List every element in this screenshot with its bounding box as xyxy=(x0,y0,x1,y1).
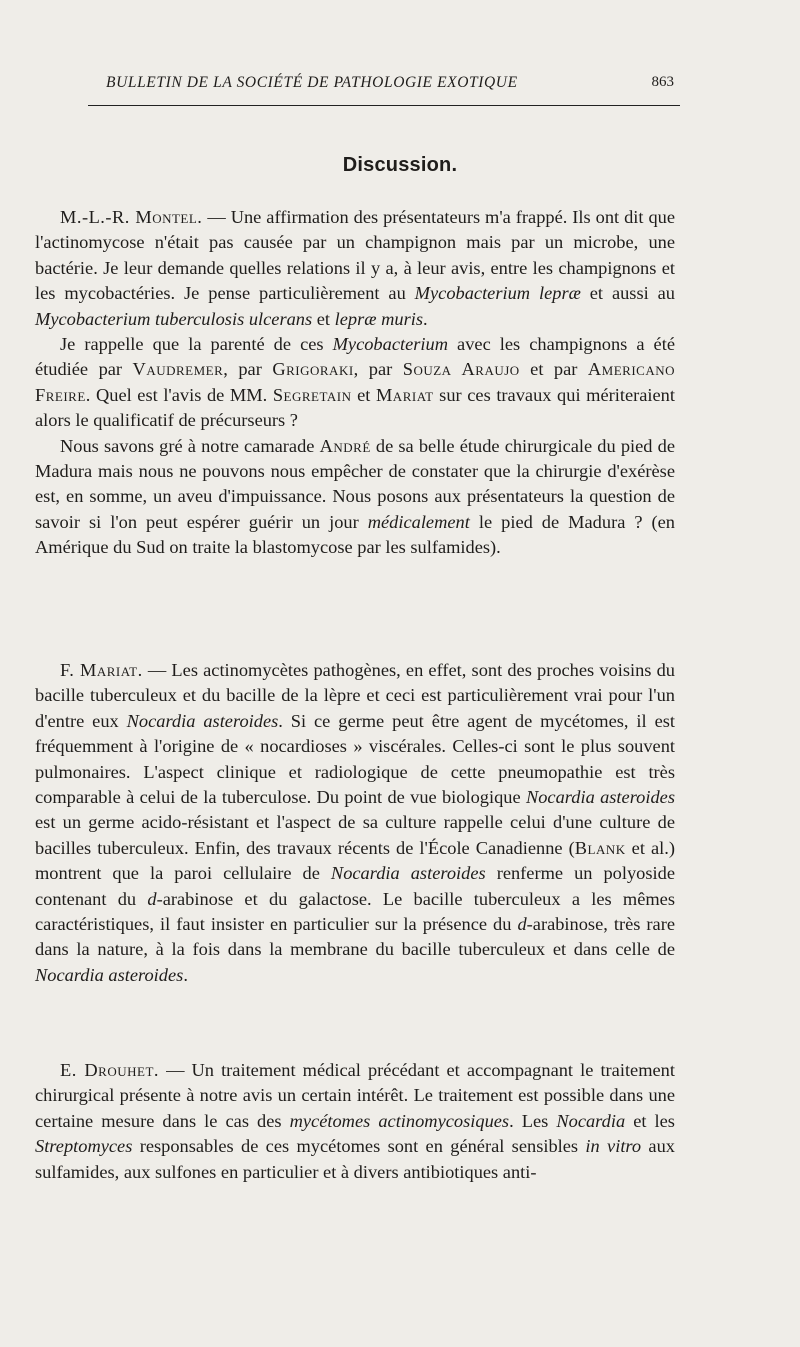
species-name: Mycobacterium lepræ xyxy=(414,283,581,304)
paragraph xyxy=(35,1058,675,1185)
species-name: Nocardia xyxy=(556,1110,626,1131)
text-run: , par xyxy=(223,359,273,380)
text-run: et aussi au xyxy=(580,283,675,304)
species-name: Nocardia asteroides xyxy=(35,964,184,985)
author-name: Americano Freire xyxy=(35,359,676,405)
running-header xyxy=(88,74,674,102)
species-name: Nocardia asteroides xyxy=(525,787,675,808)
author-name: André xyxy=(319,435,371,456)
text-run: et xyxy=(312,308,335,329)
contribution-drouhet xyxy=(35,1058,675,1185)
author-name: Vaudremer xyxy=(132,359,224,380)
emphasis: médicalement xyxy=(367,511,470,532)
text-run: . Les xyxy=(509,1110,557,1131)
page-number: 863 xyxy=(651,74,674,90)
text-run: -arabinose, très rare dans la nature, à la fois dans la membrane du bacille tuberculeux et dans celle de xyxy=(35,914,676,960)
author-name: Mariat xyxy=(375,384,434,405)
journal-title: BULLETIN DE LA SOCIÉTÉ DE PATHOLOGIE EXOTIQUE xyxy=(106,74,518,91)
speaker-name: M.-L.-R. Montel. xyxy=(60,207,203,227)
author-name: Blank xyxy=(574,837,626,858)
header-rule xyxy=(88,105,680,106)
text-run: et al.) montrent que la paroi cellulaire de xyxy=(35,837,675,884)
author-name: Segretain xyxy=(272,384,352,405)
author-name: Grigoraki xyxy=(272,359,354,380)
text-run: — Les actinomycètes pathogènes, en effet, sont des proches voisins du bacille tuberculeux et du bacille de la lèpre et ceci est particulièrement vrai pour l'un d'entre eux xyxy=(35,660,675,731)
paragraph xyxy=(35,434,675,561)
species-name: lepræ muris xyxy=(334,308,424,329)
speaker-name: E. Drouhet. xyxy=(60,1060,159,1080)
text-run: Je rappelle que la parenté de ces xyxy=(60,334,333,355)
emphasis: d xyxy=(517,914,527,935)
text-run: de sa belle étude chirurgicale du pied de Madura mais nous ne pouvons nous empêcher de constater que la chirurgie d'exérèse est, en somme, un aveu d'impuissance. Nous posons aux présentateurs la question de savoir si l'on peut espérer guérir un jour xyxy=(35,435,675,532)
paragraph xyxy=(35,205,675,332)
text-run: . Quel est l'avis de MM. xyxy=(85,384,273,405)
text-run: et les xyxy=(625,1110,675,1131)
species-name: Mycobacterium xyxy=(332,334,449,355)
text-run: est un germe acido-résistant et l'aspect de sa culture rappelle celui d'une culture de bacilles tuberculeux. Enfin, des travaux récents de l'École Canadienne ( xyxy=(35,812,675,858)
text-run: , par xyxy=(353,359,403,380)
text-run: Nous savons gré à notre camarade xyxy=(60,435,320,456)
author-name: Souza Araujo xyxy=(402,359,520,380)
text-run: sur ces travaux qui mériteraient alors le qualificatif de précurseurs ? xyxy=(35,384,675,431)
text-run: . xyxy=(183,964,188,985)
text-run: . Si ce germe peut être agent de mycétomes, il est fréquemment à l'origine de « nocardioses » viscérales. Celles-ci sont le plus souvent pulmonaires. L'aspect clinique et radiologique de cette pneumopathie est très comparable à celui de la tuberculose. Du point de vue biologique xyxy=(35,710,675,808)
species-name: Nocardia asteroides xyxy=(330,863,486,884)
text-run: et xyxy=(351,384,376,405)
text-run: et par xyxy=(519,359,588,380)
text-run: renferme un polyoside contenant du xyxy=(35,863,676,909)
text-run: -arabinose et du galactose. Le bacille tuberculeux a les mêmes caractéristiques, il faut insister en particulier sur la présence du xyxy=(35,888,676,935)
section-title: Discussion. xyxy=(342,154,458,176)
text-run: — Un traitement médical précédant et accompagnant le traitement chirurgical présente à notre avis un certain intérêt. Le traitement est possible dans une certaine mesure dans le cas des xyxy=(35,1060,675,1131)
emphasis: d xyxy=(147,888,157,909)
species-name: Streptomyces xyxy=(35,1136,133,1157)
text-run: . xyxy=(423,308,428,329)
text-run: le pied de Madura ? (en Amérique du Sud on traite la blastomycose par les sulfamides). xyxy=(35,511,675,558)
contribution-montel xyxy=(35,205,675,561)
species-name: Mycobacterium tuberculosis ulcerans xyxy=(35,308,313,329)
species-name: Nocardia asteroides xyxy=(126,710,279,731)
emphasis: mycétomes actinomycosiques xyxy=(289,1110,510,1131)
text-run: avec les champignons a été étudiée par xyxy=(35,334,675,380)
text-run: responsables de ces mycétomes sont en général sensibles xyxy=(132,1136,586,1157)
text-run: aux sulfamides, aux sulfones en particulier et à divers antibiotiques anti- xyxy=(35,1136,675,1182)
contribution-mariat xyxy=(35,658,675,988)
paragraph xyxy=(35,332,675,434)
speaker-name: F. Mariat. xyxy=(60,660,143,680)
paragraph xyxy=(35,658,675,988)
text-run: — Une affirmation des présentateurs m'a frappé. Ils ont dit que l'actinomycose n'était pas causée par un champignon mais par un microbe, une bactérie. Je leur demande quelles relations il y a, à leur avis, entre les champignons et les mycobactéries. Je pense particulièrement au xyxy=(35,207,676,304)
emphasis: in vitro xyxy=(585,1136,642,1157)
